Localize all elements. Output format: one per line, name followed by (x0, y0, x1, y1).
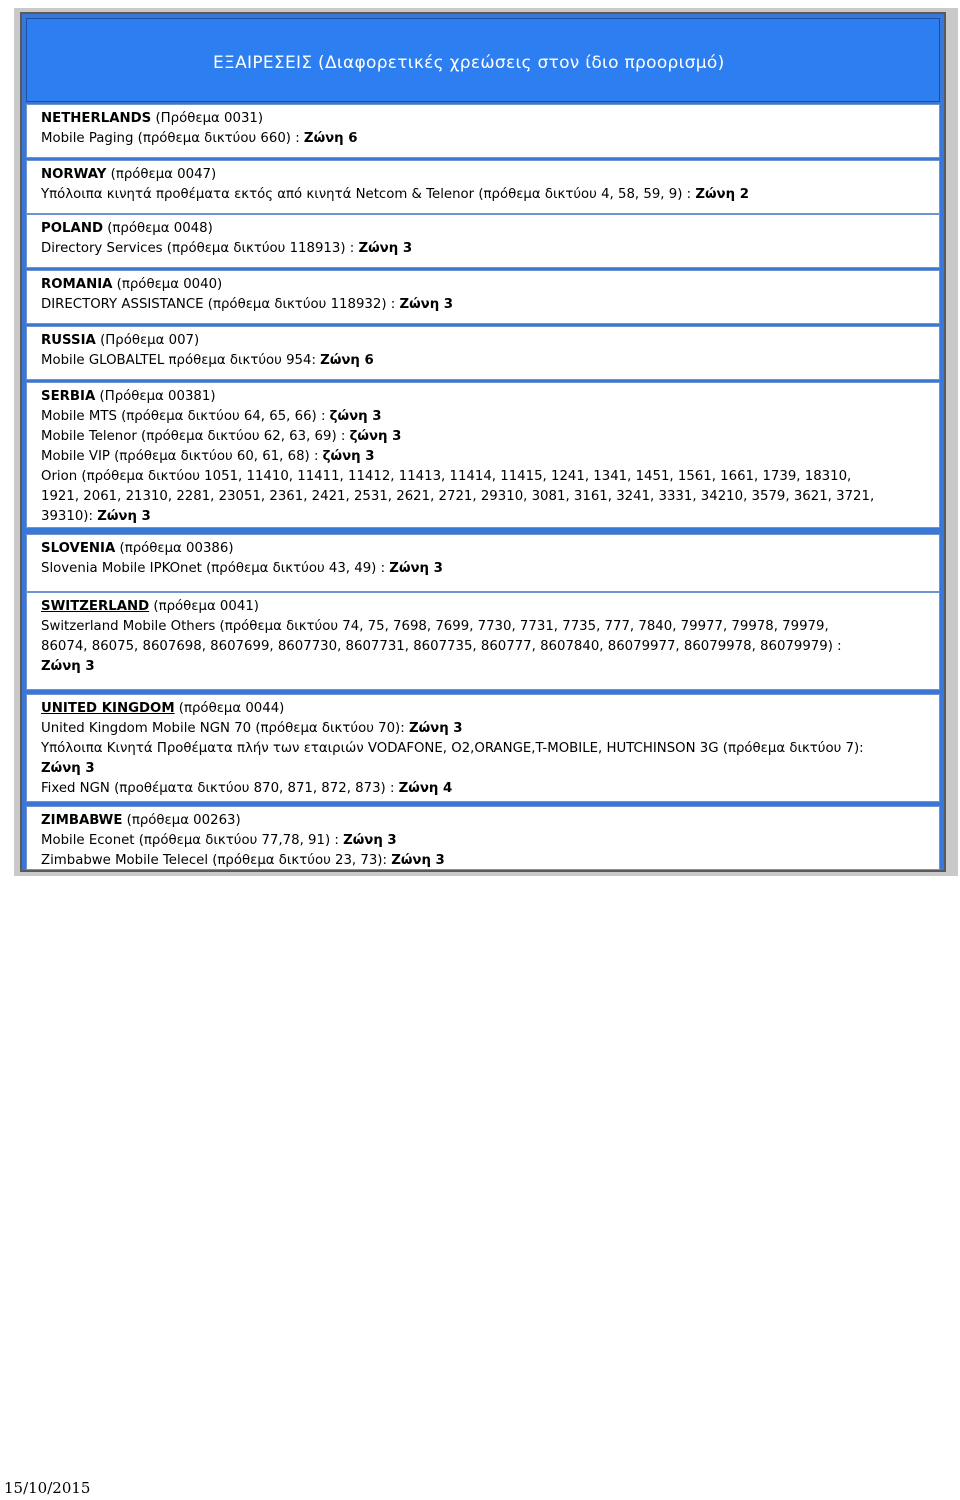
country-heading (41, 109, 263, 129)
country-prefix: (πρόθεμα 0048) (107, 221, 213, 236)
zone-label: Ζώνη 6 (303, 131, 358, 146)
zone-label: ζώνη 3 (349, 429, 402, 444)
rate-line (41, 779, 452, 799)
country-heading (41, 539, 234, 559)
rate-line (41, 507, 151, 527)
country-row (26, 694, 940, 802)
country-row (26, 534, 940, 592)
rate-line (41, 617, 829, 637)
country-prefix: (Πρόθεμα 007) (100, 333, 200, 348)
zone-label: Ζώνη 3 (41, 761, 95, 776)
country-row (26, 160, 940, 214)
table-title: ΕΞΑΙΡΕΣΕΙΣ (Διαφορετικές χρεώσεις στον ίδιο προορισμό) (213, 53, 725, 73)
country-prefix: (πρόθεμα 0040) (116, 277, 223, 292)
rate-description: Directory Services (πρόθεμα δικτύου 118913) : (41, 241, 359, 256)
country-prefix: (Πρόθεμα 00381) (99, 389, 216, 404)
zone-label: Ζώνη 6 (320, 353, 374, 368)
rate-line (41, 831, 397, 851)
rate-line (41, 467, 851, 487)
rate-line (41, 487, 874, 507)
country-name: SWITZERLAND (41, 599, 150, 614)
rate-description: Mobile Econet (πρόθεμα δικτύου 77,78, 91) : (41, 833, 344, 848)
country-row (26, 326, 940, 380)
rate-description: DIRECTORY ASSISTANCE (πρόθεμα δικτύου 118932) : (41, 297, 400, 312)
country-heading (41, 811, 241, 831)
rate-line (41, 739, 864, 759)
zone-label: Ζώνη 3 (41, 659, 95, 674)
rate-line (41, 295, 453, 315)
rate-line (41, 637, 842, 657)
rate-description: Mobile MTS (πρόθεμα δικτύου 64, 65, 66) : (41, 409, 330, 424)
rate-line (41, 185, 749, 205)
rate-description: Υπόλοιπα κινητά προθέματα εκτός από κινητά Netcom & Telenor (πρόθεμα δικτύου 4, 58, 59, 9) : (41, 187, 696, 202)
rate-line (41, 719, 463, 739)
country-name: SERBIA (41, 389, 96, 404)
rate-description: Slovenia Mobile IPKOnet (πρόθεμα δικτύου 43, 49) : (41, 561, 390, 576)
rate-line (41, 851, 445, 871)
rate-line (41, 657, 95, 677)
country-name: POLAND (41, 221, 103, 236)
zone-label: Ζώνη 3 (343, 833, 397, 848)
country-row (26, 592, 940, 690)
zone-label: Ζώνη 3 (358, 241, 413, 256)
country-row (26, 214, 940, 268)
zone-label: Ζώνη 3 (399, 297, 454, 312)
country-name: UNITED KINGDOM (41, 701, 175, 716)
zone-label: Ζώνη 3 (408, 721, 463, 736)
zone-label: Ζώνη 3 (391, 853, 445, 868)
rate-line (41, 447, 375, 467)
country-name: NORWAY (41, 167, 107, 182)
country-name: NETHERLANDS (41, 111, 152, 126)
rate-description: 86074, 86075, 8607698, 8607699, 8607730, 8607731, 8607735, 860777, 8607840, 86079977, 86079978, 86079979) : (41, 639, 842, 654)
rate-line (41, 351, 374, 371)
rate-line (41, 239, 412, 259)
table-header (26, 18, 940, 102)
exceptions-table (20, 12, 946, 872)
zone-label: Ζώνη 3 (97, 509, 151, 524)
country-prefix: (πρόθεμα 0047) (110, 167, 217, 182)
rate-description: Orion (πρόθεμα δικτύου 1051, 11410, 11411, 11412, 11413, 11414, 11415, 1241, 1341, 1451, 1561, 1661, 1739, 18310, (41, 469, 852, 484)
rate-description: United Kingdom Mobile NGN 70 (πρόθεμα δικτύου 70): (41, 721, 409, 736)
rate-description: 39310): (41, 509, 98, 524)
zone-label: Ζώνη 4 (398, 781, 453, 796)
country-name: RUSSIA (41, 333, 96, 348)
country-heading (41, 331, 199, 351)
country-prefix: (πρόθεμα 0044) (178, 701, 285, 716)
country-heading (41, 165, 216, 185)
country-heading (41, 699, 284, 719)
country-name: ROMANIA (41, 277, 113, 292)
country-heading (41, 387, 216, 407)
country-name: ZIMBABWE (41, 813, 123, 828)
rate-line (41, 559, 443, 579)
country-prefix: (πρόθεμα 00263) (126, 813, 241, 828)
country-heading (41, 219, 213, 239)
rate-description: Mobile Telenor (πρόθεμα δικτύου 62, 63, 69) : (41, 429, 350, 444)
rate-line (41, 407, 382, 427)
rate-line (41, 759, 95, 779)
zone-label: ζώνη 3 (322, 449, 375, 464)
country-row (26, 382, 940, 528)
footer-date: 15/10/2015 (4, 1479, 91, 1497)
zone-label: Ζώνη 2 (695, 187, 749, 202)
country-name: SLOVENIA (41, 541, 116, 556)
country-row (26, 806, 940, 870)
country-prefix: (πρόθεμα 00386) (119, 541, 234, 556)
rate-line (41, 129, 358, 149)
country-row (26, 104, 940, 158)
rate-description: Υπόλοιπα Κινητά Προθέματα πλήν των εταιριών VODAFONE, O2,ORANGE,T-MOBILE, HUTCHINSON 3G (πρόθεμα δικτύου 7): (41, 741, 864, 756)
zone-label: ζώνη 3 (329, 409, 382, 424)
rate-description: Mobile VIP (πρόθεμα δικτύου 60, 61, 68) : (41, 449, 323, 464)
rate-description: Switzerland Mobile Others (πρόθεμα δικτύου 74, 75, 7698, 7699, 7730, 7731, 7735, 777, 7840, 79977, 79978, 79979, (41, 619, 829, 634)
rate-description: Mobile Paging (πρόθεμα δικτύου 660) : (41, 131, 304, 146)
rate-description: Mobile GLOBALTEL πρόθεμα δικτύου 954: (41, 353, 321, 368)
country-heading (41, 275, 222, 295)
rate-line (41, 427, 401, 447)
rate-description: Zimbabwe Mobile Telecel (πρόθεμα δικτύου 23, 73): (41, 853, 392, 868)
country-heading (41, 597, 259, 617)
country-row (26, 270, 940, 324)
rate-description: Fixed NGN (προθέματα δικτύου 870, 871, 872, 873) : (41, 781, 399, 796)
country-prefix: (Πρόθεμα 0031) (155, 111, 264, 126)
rate-description: 1921, 2061, 21310, 2281, 23051, 2361, 2421, 2531, 2621, 2721, 29310, 3081, 3161, 3241, 3331, 34210, 3579, 3621, 3721, (41, 489, 875, 504)
zone-label: Ζώνη 3 (389, 561, 443, 576)
country-prefix: (πρόθεμα 0041) (153, 599, 259, 614)
